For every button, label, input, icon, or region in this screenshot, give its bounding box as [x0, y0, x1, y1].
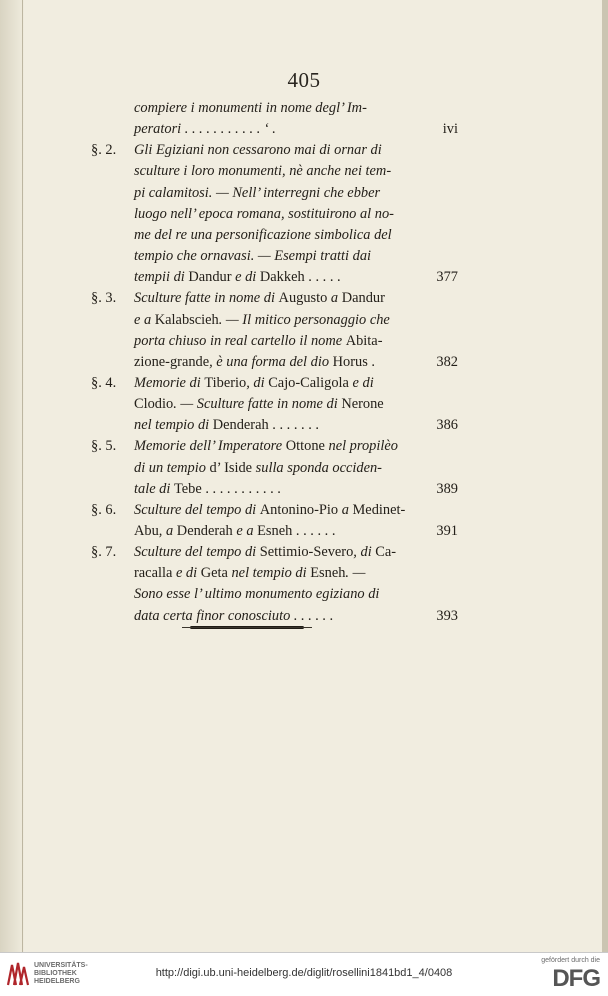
page-url-link[interactable]: http://digi.ub.uni-heidelberg.de/diglit/rosellini1841bd1_4/0408 — [155, 967, 453, 979]
entry-text-run: racalla — [134, 565, 173, 582]
entry-text-run: tale di — [134, 480, 174, 497]
entry-text-run: zione-grande — [134, 353, 210, 370]
entry-text — [134, 161, 391, 182]
section-number: §. 2. — [91, 142, 117, 159]
entry-text — [134, 563, 365, 584]
viewer-footer — [0, 952, 608, 996]
toc-line — [0, 500, 608, 521]
entry-text-run: e a — [232, 523, 258, 539]
page-reference: 382 — [436, 353, 458, 370]
entry-text-run: nel propilèo — [324, 438, 398, 455]
toc-line — [0, 98, 608, 119]
entry-text-run: nel tempio di — [227, 565, 311, 582]
entry-text-run: e a — [134, 311, 155, 328]
entry-text-run: Geta — [200, 565, 228, 582]
entry-text-run: Esneh . . . . . . — [257, 523, 336, 539]
entry-text-run: . — Il mitico personaggio che — [218, 311, 390, 328]
entry-text — [134, 415, 319, 436]
entry-text — [134, 542, 396, 563]
toc-line — [0, 225, 608, 246]
entry-text — [134, 352, 375, 373]
toc-line — [0, 246, 608, 267]
entry-text — [134, 500, 405, 521]
entry-text-run: Gli Egiziani non cessarono mai di ornar di — [134, 142, 382, 159]
entry-text-run: tempii di — [134, 269, 189, 286]
section-number: §. 4. — [91, 374, 117, 391]
entry-text-run: e di — [348, 374, 374, 391]
entry-text — [134, 98, 367, 119]
page-reference: 386 — [436, 417, 458, 434]
entry-text — [134, 225, 392, 246]
entry-text-run: me del re una personificazione simbolica del — [134, 226, 392, 243]
entry-text-run: Abita- — [345, 332, 383, 349]
entry-text-run: Sono esse l’ ultimo monumento egiziano di — [134, 586, 380, 603]
entry-text-run: nel tempio di — [134, 417, 213, 434]
entry-text-run: Cajo-Caligola — [268, 374, 349, 391]
toc-line — [0, 436, 608, 457]
toc-line — [0, 183, 608, 204]
section-number: §. 3. — [91, 290, 117, 307]
entry-text-run: Dandur — [188, 269, 232, 286]
entry-text-run: e di — [231, 269, 260, 286]
entry-text-run: , a — [158, 523, 177, 539]
toc-line — [0, 415, 608, 436]
toc-line — [0, 288, 608, 309]
entry-text-run: Augusto — [278, 290, 328, 307]
entry-text-run: Denderah . . . . . . . — [212, 417, 320, 434]
logo-text-line: UNIVERSITÄTS- — [34, 962, 88, 969]
entry-text-run: , di — [353, 544, 376, 561]
entry-text-run: a — [338, 501, 353, 518]
entry-text — [134, 606, 333, 627]
entry-text — [134, 458, 382, 479]
section-number: §. 7. — [91, 544, 117, 561]
toc-line — [0, 161, 608, 182]
entry-text — [134, 394, 384, 415]
entry-text — [134, 140, 382, 161]
toc-line — [0, 394, 608, 415]
entry-text-run: sulla sponda occiden- — [252, 459, 382, 476]
dfg-logo: DFG — [552, 965, 600, 992]
toc-line — [0, 542, 608, 563]
entry-text-run: . — — [345, 565, 366, 582]
toc-line — [0, 584, 608, 605]
entry-text-run: Esneh — [310, 565, 346, 582]
entry-text-run: data certa finor conosciuto . . . . . . — [134, 607, 334, 624]
entry-text-run: Clodio — [134, 396, 174, 413]
entry-text — [134, 246, 371, 267]
entry-text-run: Medinet- — [352, 501, 406, 518]
entry-text-run: Abu — [134, 523, 159, 539]
page-reference: 391 — [436, 523, 458, 539]
page-reference: ivi — [442, 121, 458, 138]
entry-text-run: . — Sculture fatte in nome di — [173, 396, 342, 413]
toc-line — [0, 521, 608, 542]
logo-text-line: HEIDELBERG — [34, 978, 80, 985]
entry-text-run: Memorie di — [134, 374, 205, 391]
toc-line — [0, 267, 608, 288]
toc-line — [0, 458, 608, 479]
entry-text-run: peratori . . . . . . . . . . . ‘ . — [134, 121, 276, 138]
entry-text-run: Tebe . . . . . . . . . . . — [173, 480, 281, 497]
entry-text-run: Nerone — [341, 396, 384, 413]
entry-text-run: Kalabscieh — [154, 311, 219, 328]
entry-text — [134, 436, 398, 457]
section-number: §. 5. — [91, 438, 117, 455]
entry-text-run: Ca- — [375, 544, 397, 561]
entry-text — [134, 331, 382, 352]
entry-text-run: a — [327, 290, 342, 307]
entry-text — [134, 204, 394, 225]
entry-text-run: Sculture del tempo di — [134, 544, 260, 561]
entry-text-run: d’ Iside — [209, 459, 253, 476]
entry-text-run: pi calamitosi. — Nell’ interregni che ebber — [134, 184, 381, 201]
entry-text-run: Settimio-Severo — [259, 544, 354, 561]
entry-text-run: tempio che ornavasi. — Esempi tratti dai — [134, 248, 372, 265]
entry-text-run: e di — [172, 565, 201, 582]
end-rule — [190, 626, 304, 629]
entry-text-run: sculture i loro monumenti, nè anche nei tem- — [134, 163, 392, 180]
entry-text-run: Horus . — [332, 353, 375, 370]
page-reference: 389 — [436, 480, 458, 497]
page-reference: 377 — [436, 269, 458, 286]
entry-text — [134, 119, 276, 140]
entry-text-run: porta chiuso in real cartello il nome — [134, 332, 346, 349]
entry-text-run: , è una forma del dio — [209, 353, 333, 370]
entry-text-run: Antonino-Pio — [259, 501, 339, 518]
toc-line — [0, 119, 608, 140]
page-reference: 393 — [436, 607, 458, 624]
toc-line — [0, 204, 608, 225]
entry-text-run: , di — [246, 374, 269, 391]
funding-label: gefördert durch die — [541, 957, 600, 964]
entry-text — [134, 267, 341, 288]
entry-text-run: Denderah — [176, 523, 233, 539]
section-number: §. 6. — [91, 501, 117, 518]
entry-text-run: luogo nell’ epoca romana, sostituirono al no- — [134, 205, 394, 222]
toc-line — [0, 563, 608, 584]
page-number: 405 — [287, 68, 321, 92]
entry-text-run: Dakkeh . . . . . — [259, 269, 341, 286]
toc-line — [0, 140, 608, 161]
entry-text-run: Dandur — [341, 290, 385, 307]
entry-text — [134, 373, 374, 394]
toc-line — [0, 310, 608, 331]
entry-text — [134, 288, 385, 309]
entry-text-run: compiere i monumenti in nome degl’ Im- — [134, 100, 367, 116]
toc-line — [0, 373, 608, 394]
toc-line — [0, 606, 608, 627]
logo-text-line: BIBLIOTHEK — [34, 970, 77, 977]
entry-text-run: di un tempio — [134, 459, 210, 476]
entry-text-run: Ottone — [285, 438, 325, 455]
entry-text-run: Sculture del tempo di — [134, 501, 260, 518]
entry-text-run: Sculture fatte in nome di — [134, 290, 279, 307]
entry-text — [134, 183, 380, 204]
entry-text-run: Tiberio — [204, 374, 247, 391]
entry-text-run: Memorie dell’ Imperatore — [134, 438, 286, 455]
entry-text — [134, 521, 335, 542]
entry-text — [134, 584, 379, 605]
toc-line — [0, 479, 608, 500]
toc-line — [0, 331, 608, 352]
toc-line — [0, 352, 608, 373]
entry-text — [134, 479, 281, 500]
entry-text — [134, 310, 390, 331]
